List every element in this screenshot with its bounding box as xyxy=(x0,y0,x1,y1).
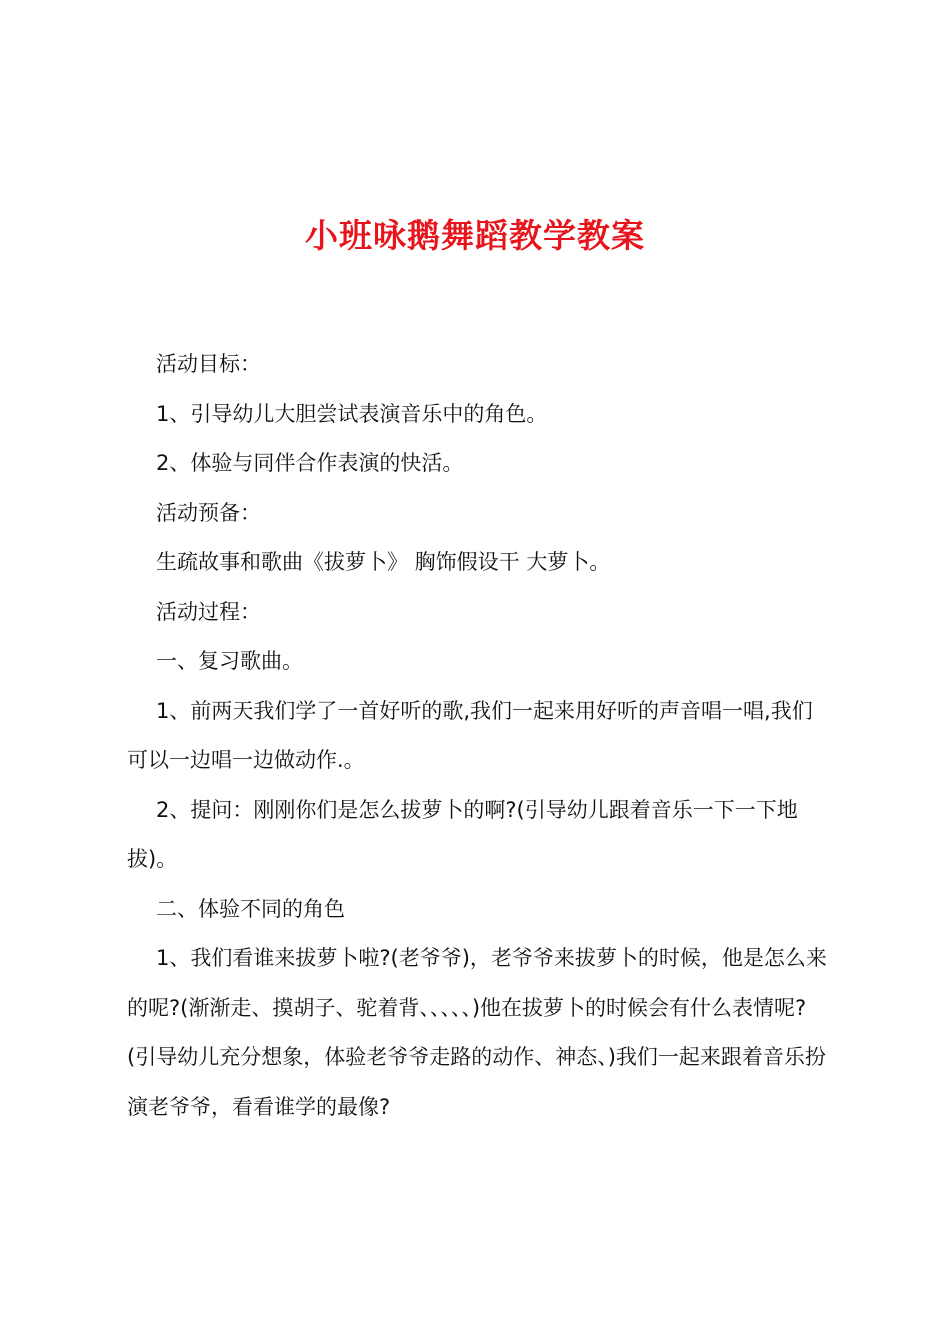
preparation-text: 生疏故事和歌曲《拔萝卜》 胸饰假设干 大萝卜。 xyxy=(156,550,611,574)
process-step-heading-1: 一、复习歌曲。 xyxy=(156,649,303,673)
process-step-1-2: 2、提问：刚刚你们是怎么拔萝卜的啊?(引导幼儿跟着音乐一下一下地拔)。 xyxy=(127,797,798,871)
section-heading-goals: 活动目标： xyxy=(156,352,261,376)
goal-item-1: 1、引导幼儿大胆尝试表演音乐中的角色。 xyxy=(156,401,548,426)
section-heading-process: 活动过程： xyxy=(156,599,261,624)
section-heading-preparation: 活动预备： xyxy=(156,500,261,525)
process-step-heading-2: 二、体验不同的角色 xyxy=(156,896,345,921)
document-body xyxy=(127,340,833,1132)
goal-item-2: 2、体验与同伴合作表演的快活。 xyxy=(156,451,464,475)
page-title: 小班咏鹅舞蹈教学教案 xyxy=(305,216,645,255)
process-step-1-1: 1、前两天我们学了一首好听的歌,我们一起来用好听的声音唱一唱,我们可以一边唱一边做动作.。 xyxy=(127,698,813,772)
process-step-2-1: 1、我们看谁来拔萝卜啦?(老爷爷)，老爷爷来拔萝卜的时候，他是怎么来的呢?(渐渐走、摸胡子、驼着背、、、、、)他在拔萝卜的时候会有什么表情呢?(引导幼儿充分想象，体验老爷爷走路的动作、神态、)我们一起来跟着音乐扮演老爷爷，看看谁学的最像? xyxy=(127,946,827,1119)
